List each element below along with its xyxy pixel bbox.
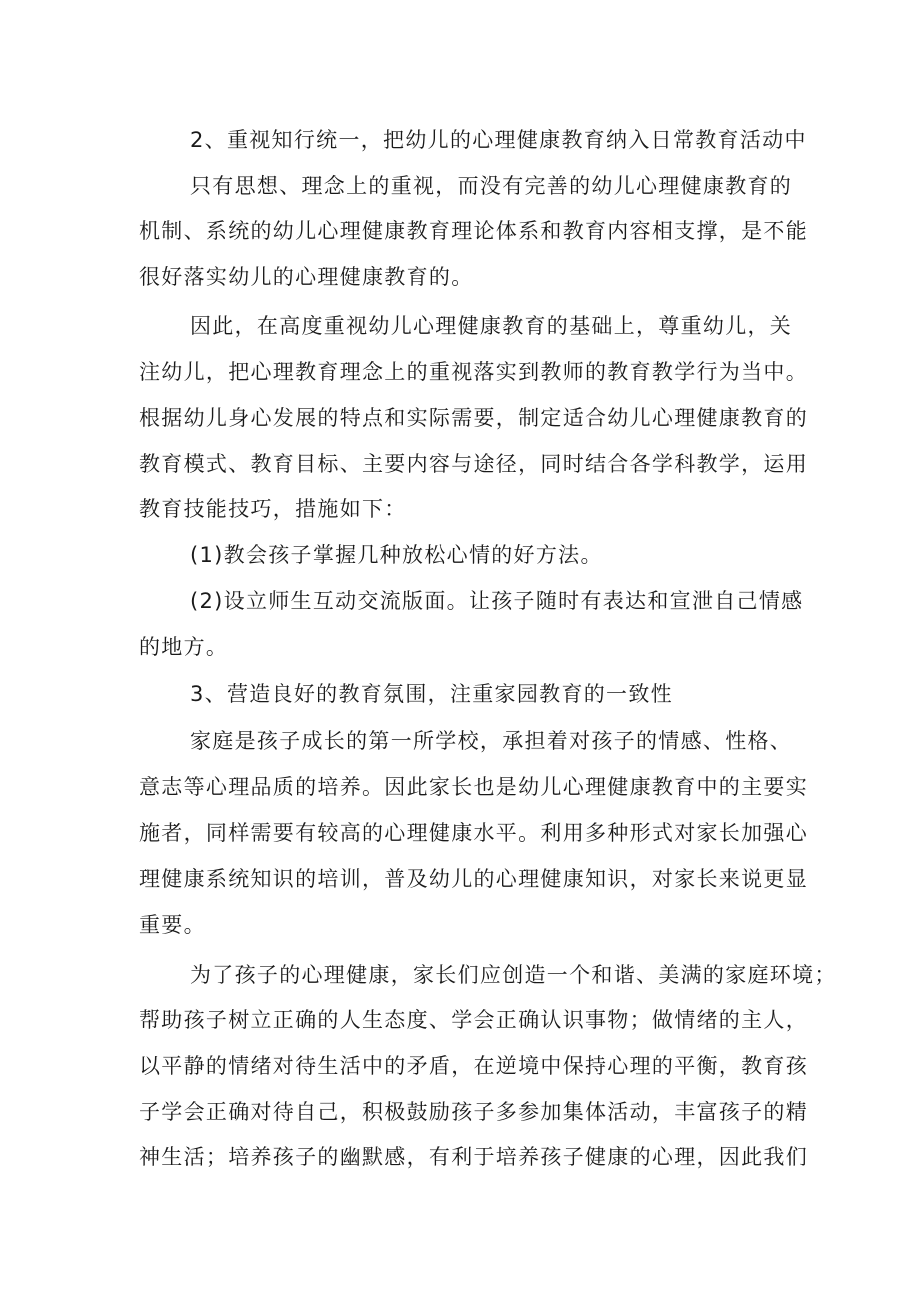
text-line: 子学会正确对待自己，积极鼓励孩子多参加集体活动，丰富孩子的精 <box>139 1100 808 1124</box>
text-line: 重要。 <box>139 913 206 937</box>
text-line: 家庭是孩子成长的第一所学校，承担着对孩子的情感、性格、 <box>190 729 793 753</box>
text-line: 神生活；培养孩子的幽默感，有利于培养孩子健康的心理，因此我们 <box>139 1145 808 1169</box>
text-line: 很好落实幼儿的心理健康教育的。 <box>139 265 474 289</box>
text-line: 以平静的情绪对待生活中的矛盾，在逆境中保持心理的平衡，教育孩 <box>139 1054 808 1078</box>
text-line: 理健康系统知识的培训，普及幼儿的心理健康知识，对家长来说更显 <box>139 867 808 891</box>
text-line: 注幼儿，把心理教育理念上的重视落实到教师的教育教学行为当中。 <box>139 360 808 384</box>
text-line: 只有思想、理念上的重视，而没有完善的幼儿心理健康教育的 <box>190 174 793 198</box>
text-line: 意志等心理品质的培养。因此家长也是幼儿心理健康教育中的主要实 <box>139 775 808 799</box>
text-line: (2)设立师生互动交流版面。让孩子随时有表达和宣泄自己情感 <box>190 589 804 613</box>
text-line: 3、营造良好的教育氛围，注重家园教育的一致性 <box>190 682 673 706</box>
text-line: (1)教会孩子掌握几种放松心情的好方法。 <box>190 543 603 567</box>
text-line: 因此，在高度重视幼儿心理健康教育的基础上，尊重幼儿，关 <box>190 314 793 338</box>
text-line: 为了孩子的心理健康，家长们应创造一个和谐、美满的家庭环境； <box>190 963 837 987</box>
text-line: 施者，同样需要有较高的心理健康水平。利用多种形式对家长加强心 <box>139 821 808 845</box>
text-line: 教育技能技巧，措施如下： <box>139 497 407 521</box>
text-line: 机制、系统的幼儿心理健康教育理论体系和教育内容相支撑，是不能 <box>139 219 808 243</box>
text-line: 2、重视知行统一，把幼儿的心理健康教育纳入日常教育活动中 <box>190 128 807 152</box>
text-line: 的地方。 <box>139 635 229 659</box>
text-line: 帮助孩子树立正确的人生态度、学会正确认识事物；做情绪的主人， <box>139 1008 808 1032</box>
text-line: 教育模式、教育目标、主要内容与途径，同时结合各学科教学，运用 <box>139 452 808 476</box>
text-line: 根据幼儿身心发展的特点和实际需要，制定适合幼儿心理健康教育的 <box>139 406 808 430</box>
